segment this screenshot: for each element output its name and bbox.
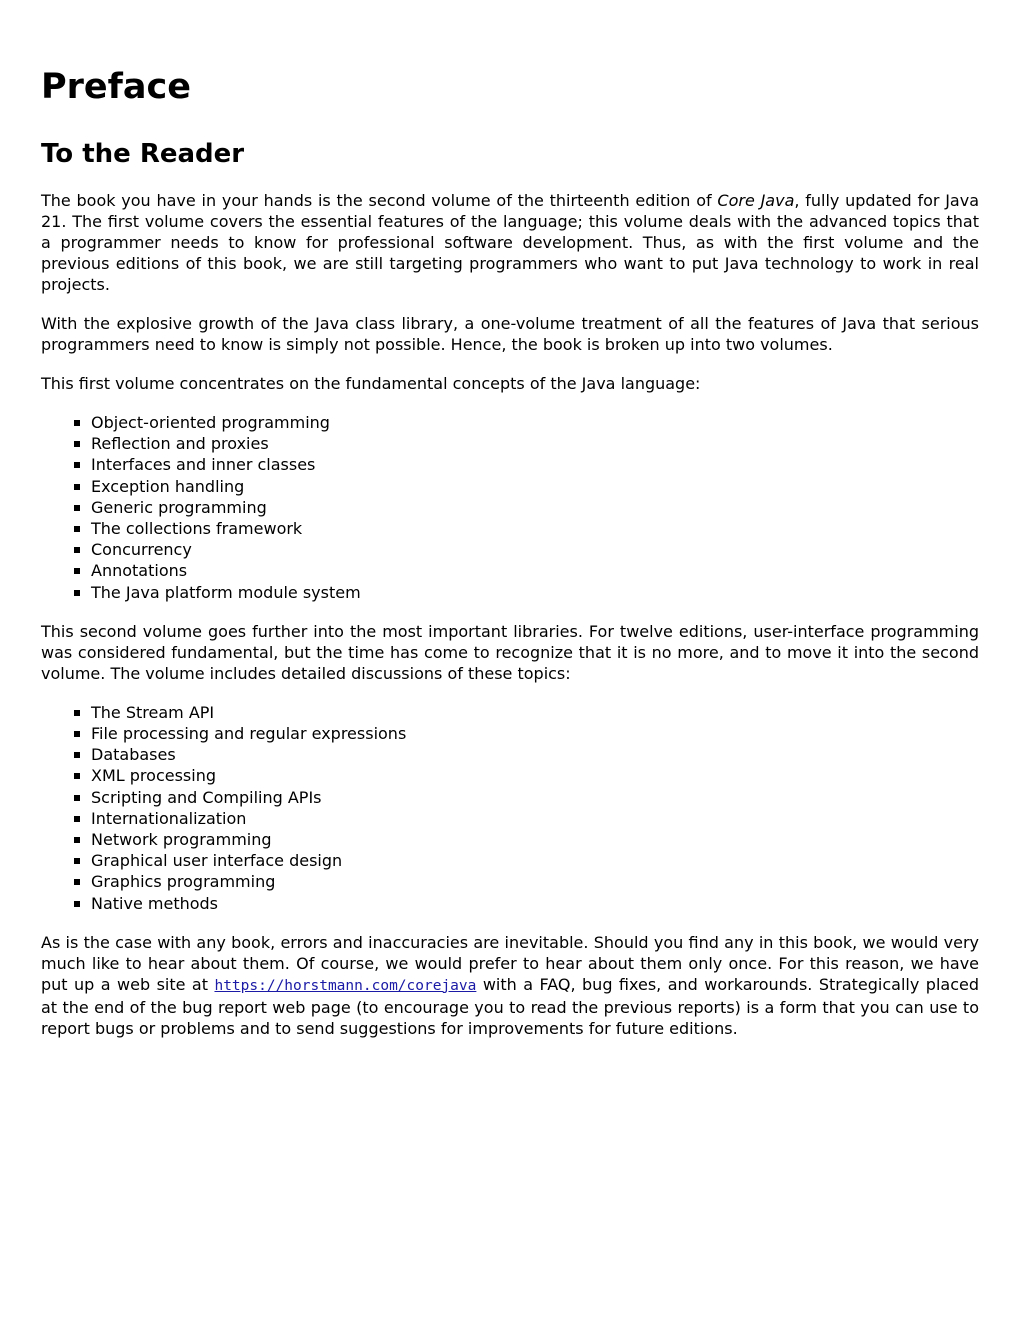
list-item: Network programming [91, 829, 979, 850]
list-item: The Stream API [91, 702, 979, 723]
paragraph-second-volume: This second volume goes further into the most important libraries. For twelve editions, user-interface programming was considered fundamental, but the time has come to recognize that it is no more, and to move it into the second volume. The volume includes detailed discussions of these topics: [41, 621, 979, 683]
second-volume-topic-list [41, 702, 979, 914]
paragraph-errata-text-end: with a FAQ, bug fixes, and workarounds. Strategically placed at the end of the bug report web page (to encourage you to read the previous reports) is a form that you can use to report bugs or problems and to send suggestions for improvements for future editions. [41, 974, 979, 1038]
paragraph-errata [41, 932, 979, 1039]
book-title-emphasis: Core Java [717, 191, 795, 210]
list-item: Concurrency [91, 539, 979, 560]
list-item: Object-oriented programming [91, 412, 979, 433]
section-heading: To the Reader [41, 139, 245, 169]
website-link[interactable]: https://horstmann.com/corejava [214, 977, 477, 994]
paragraph-intro-text-start: The book you have in your hands is the second volume of the thirteenth edition of [41, 191, 718, 210]
page-title: Preface [41, 67, 191, 107]
list-item: Databases [91, 744, 979, 765]
list-item: Reflection and proxies [91, 433, 979, 454]
list-item: File processing and regular expressions [91, 723, 979, 744]
list-item: Generic programming [91, 497, 979, 518]
list-item: The Java platform module system [91, 582, 979, 603]
list-item: Internationalization [91, 808, 979, 829]
list-item: Native methods [91, 893, 979, 914]
paragraph-intro-text-end: , fully updated for Java 21. The first volume covers the essential features of the language; this volume deals with the advanced topics that a programmer needs to know for professional software development. Thus, as with the first volume and the previous editions of this book, we are still targeting programmers who want to put Java technology to work in real projects. [41, 191, 980, 294]
first-volume-topic-list [41, 412, 979, 603]
list-item: Interfaces and inner classes [91, 454, 979, 475]
list-item: Scripting and Compiling APIs [91, 787, 979, 808]
list-item: Annotations [91, 560, 979, 581]
list-item: XML processing [91, 765, 979, 786]
list-item: Exception handling [91, 476, 979, 497]
paragraph-intro [41, 190, 979, 295]
paragraph-errata-text-start: As is the case with any book, errors and inaccuracies are inevitable. Should you find any in this book, we would very much like to hear about them. Of course, we would prefer to hear about them only once. For this reason, we have put up a web site at [41, 932, 979, 994]
paragraph-volumes: With the explosive growth of the Java class library, a one-volume treatment of all the features of Java that serious programmers need to know is simply not possible. Hence, the book is broken up into two volumes. [41, 314, 979, 354]
list-item: Graphical user interface design [91, 850, 979, 871]
paragraph-first-volume: This first volume concentrates on the fundamental concepts of the Java language: [41, 374, 701, 393]
list-item: Graphics programming [91, 871, 979, 892]
list-item: The collections framework [91, 518, 979, 539]
